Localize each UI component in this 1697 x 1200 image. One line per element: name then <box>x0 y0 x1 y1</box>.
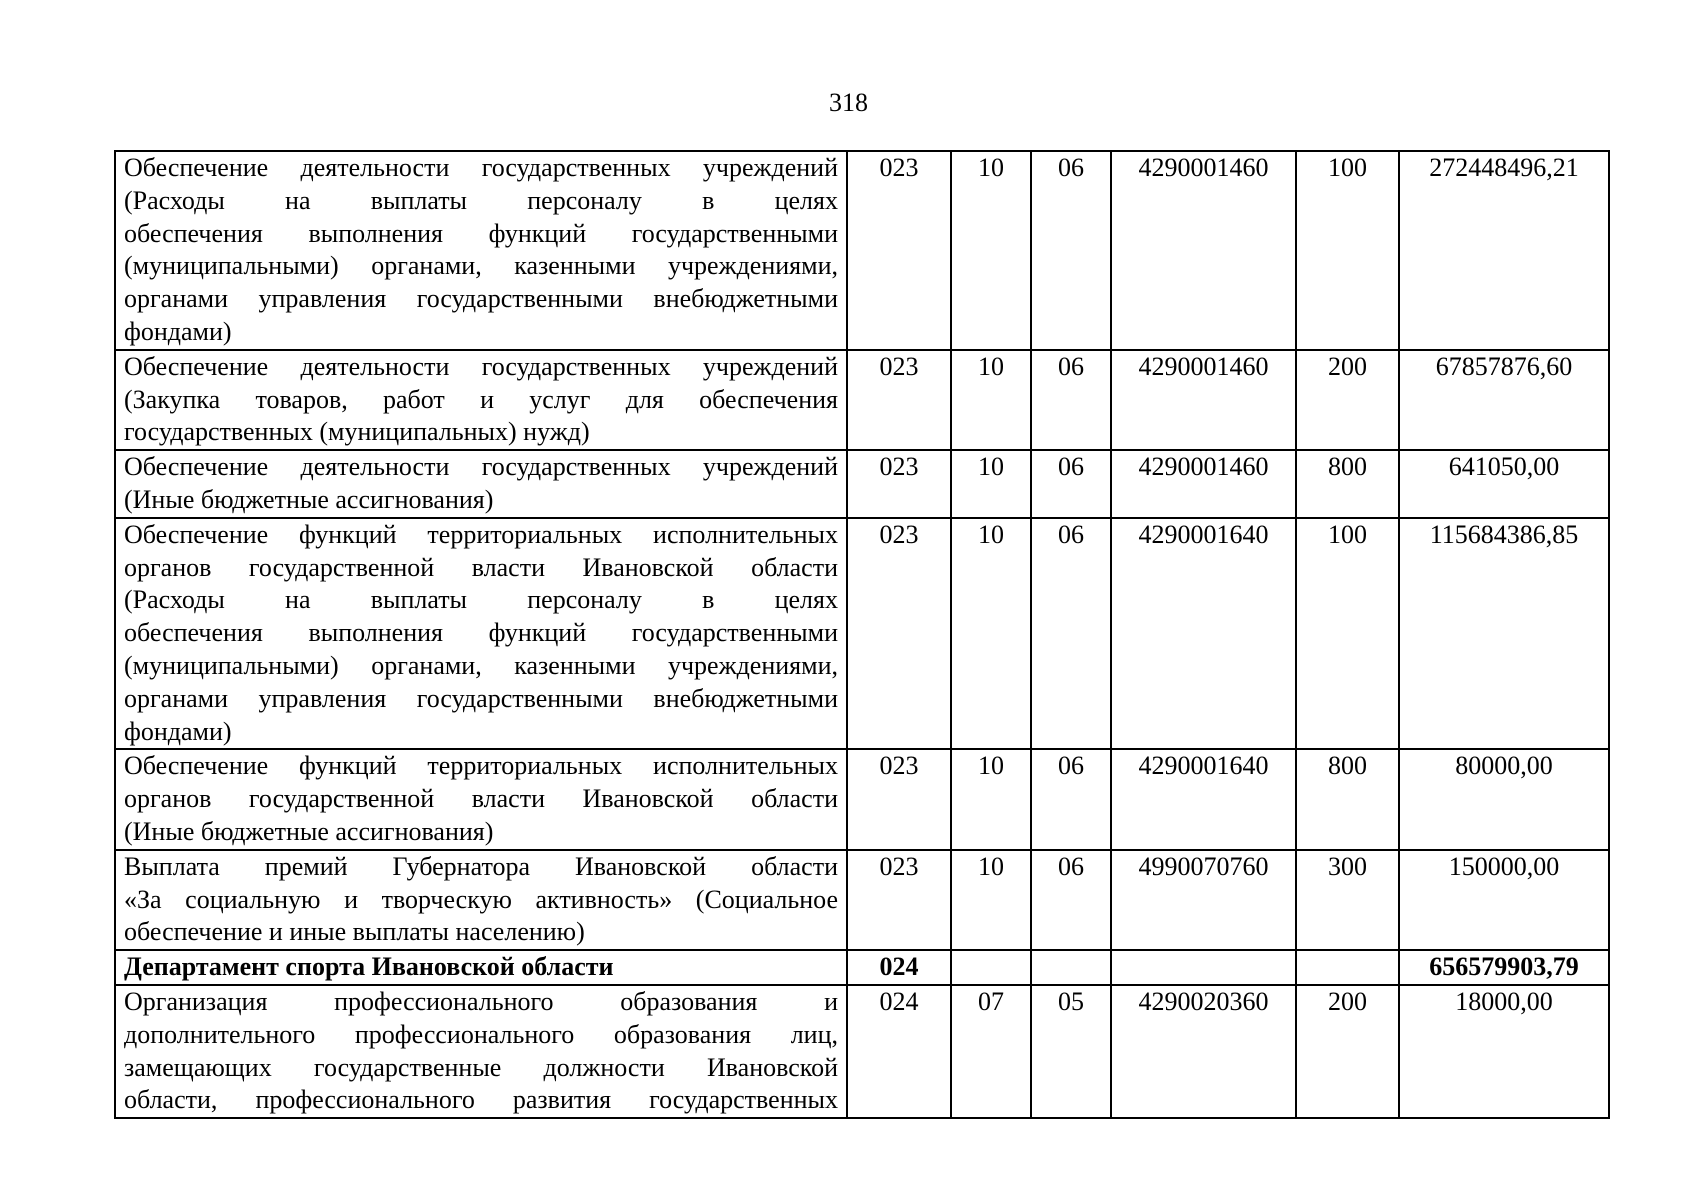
section-code-cell: 10 <box>951 749 1031 849</box>
expense-type-cell: 200 <box>1296 985 1399 1118</box>
description-line: органов государственной власти Ивановской области <box>124 784 838 814</box>
description-cell <box>115 151 847 350</box>
subsection-code-cell: 06 <box>1031 850 1111 950</box>
description-line: Обеспечение деятельности государственных учреждений <box>124 351 838 381</box>
target-article-cell: 4290001460 <box>1111 450 1296 518</box>
description-line: Департамент спорта Ивановской области <box>124 952 614 982</box>
sum-cell: 641050,00 <box>1399 450 1609 518</box>
description-line: (муниципальными) органами, казенными учреждениями, <box>124 251 838 281</box>
expense-type-cell: 800 <box>1296 450 1399 518</box>
sum-cell: 150000,00 <box>1399 850 1609 950</box>
table-row <box>115 850 1609 950</box>
description-cell <box>115 985 847 1118</box>
subsection-code-cell: 05 <box>1031 985 1111 1118</box>
admin-code-cell: 023 <box>847 450 951 518</box>
expense-type-cell: 300 <box>1296 850 1399 950</box>
description-cell <box>115 350 847 450</box>
description-line: (Иные бюджетные ассигнования) <box>124 816 494 846</box>
description-line: органами управления государственными внебюджетными <box>124 284 838 314</box>
expense-type-cell: 100 <box>1296 518 1399 750</box>
target-article-cell <box>1111 950 1296 985</box>
description-line: органов государственной власти Ивановской области <box>124 552 838 582</box>
description-cell <box>115 518 847 750</box>
table-row <box>115 450 1609 518</box>
table-row <box>115 749 1609 849</box>
section-code-cell: 10 <box>951 850 1031 950</box>
description-line: замещающих государственные должности Ивановской <box>124 1052 838 1082</box>
expense-type-cell: 800 <box>1296 749 1399 849</box>
sum-cell: 115684386,85 <box>1399 518 1609 750</box>
description-cell <box>115 450 847 518</box>
admin-code-cell: 024 <box>847 950 951 985</box>
section-code-cell: 10 <box>951 350 1031 450</box>
admin-code-cell: 023 <box>847 350 951 450</box>
target-article-cell: 4290020360 <box>1111 985 1296 1118</box>
target-article-cell: 4290001640 <box>1111 518 1296 750</box>
table-row <box>115 518 1609 750</box>
target-article-cell: 4990070760 <box>1111 850 1296 950</box>
description-line: (муниципальными) органами, казенными учреждениями, <box>124 650 838 680</box>
description-line: дополнительного профессионального образования лиц, <box>124 1019 838 1049</box>
subsection-code-cell: 06 <box>1031 350 1111 450</box>
description-line: Обеспечение деятельности государственных учреждений <box>124 452 838 482</box>
description-line: обеспечения выполнения функций государственными <box>124 218 838 248</box>
description-line: (Расходы на выплаты персоналу в целях <box>124 185 838 215</box>
section-code-cell: 10 <box>951 151 1031 350</box>
description-line: Обеспечение деятельности государственных учреждений <box>124 153 838 182</box>
description-cell <box>115 950 847 985</box>
description-line: Обеспечение функций территориальных исполнительных <box>124 751 838 781</box>
description-line: Выплата премий Губернатора Ивановской области <box>124 851 838 881</box>
sum-cell: 67857876,60 <box>1399 350 1609 450</box>
sum-cell: 80000,00 <box>1399 749 1609 849</box>
subsection-code-cell: 06 <box>1031 518 1111 750</box>
description-line: фондами) <box>124 716 232 746</box>
target-article-cell: 4290001460 <box>1111 350 1296 450</box>
section-code-cell <box>951 950 1031 985</box>
admin-code-cell: 023 <box>847 749 951 849</box>
budget-table-body <box>115 151 1609 1118</box>
description-line: (Иные бюджетные ассигнования) <box>124 484 494 514</box>
description-line: Организация профессионального образования и <box>124 986 838 1016</box>
description-cell <box>115 749 847 849</box>
table-row <box>115 985 1609 1118</box>
subsection-code-cell <box>1031 950 1111 985</box>
admin-code-cell: 024 <box>847 985 951 1118</box>
description-line: (Закупка товаров, работ и услуг для обеспечения <box>124 384 838 414</box>
description-line: фондами) <box>124 316 232 346</box>
table-row <box>115 151 1609 350</box>
admin-code-cell: 023 <box>847 850 951 950</box>
section-code-cell: 07 <box>951 985 1031 1118</box>
expense-type-cell: 100 <box>1296 151 1399 350</box>
description-line: обеспечение и иные выплаты населению) <box>124 917 585 947</box>
table-row <box>115 350 1609 450</box>
target-article-cell: 4290001460 <box>1111 151 1296 350</box>
subsection-code-cell: 06 <box>1031 151 1111 350</box>
table-row <box>115 950 1609 985</box>
description-line: государственных (муниципальных) нужд) <box>124 417 590 447</box>
description-line: области, профессионального развития государственных <box>124 1085 838 1115</box>
section-code-cell: 10 <box>951 450 1031 518</box>
sum-cell: 18000,00 <box>1399 985 1609 1118</box>
admin-code-cell: 023 <box>847 151 951 350</box>
expense-type-cell: 200 <box>1296 350 1399 450</box>
expense-type-cell <box>1296 950 1399 985</box>
admin-code-cell: 023 <box>847 518 951 750</box>
description-line: обеспечения выполнения функций государственными <box>124 618 838 648</box>
subsection-code-cell: 06 <box>1031 749 1111 849</box>
page-number: 318 <box>829 88 868 117</box>
description-cell <box>115 850 847 950</box>
description-line: органами управления государственными внебюджетными <box>124 683 838 713</box>
target-article-cell: 4290001640 <box>1111 749 1296 849</box>
description-line: «За социальную и творческую активность» (Социальное <box>124 884 838 914</box>
budget-table <box>114 150 1610 1119</box>
description-line: (Расходы на выплаты персоналу в целях <box>124 585 838 615</box>
description-line: Обеспечение функций территориальных исполнительных <box>124 519 838 549</box>
sum-cell: 656579903,79 <box>1399 950 1609 985</box>
sum-cell: 272448496,21 <box>1399 151 1609 350</box>
section-code-cell: 10 <box>951 518 1031 750</box>
subsection-code-cell: 06 <box>1031 450 1111 518</box>
